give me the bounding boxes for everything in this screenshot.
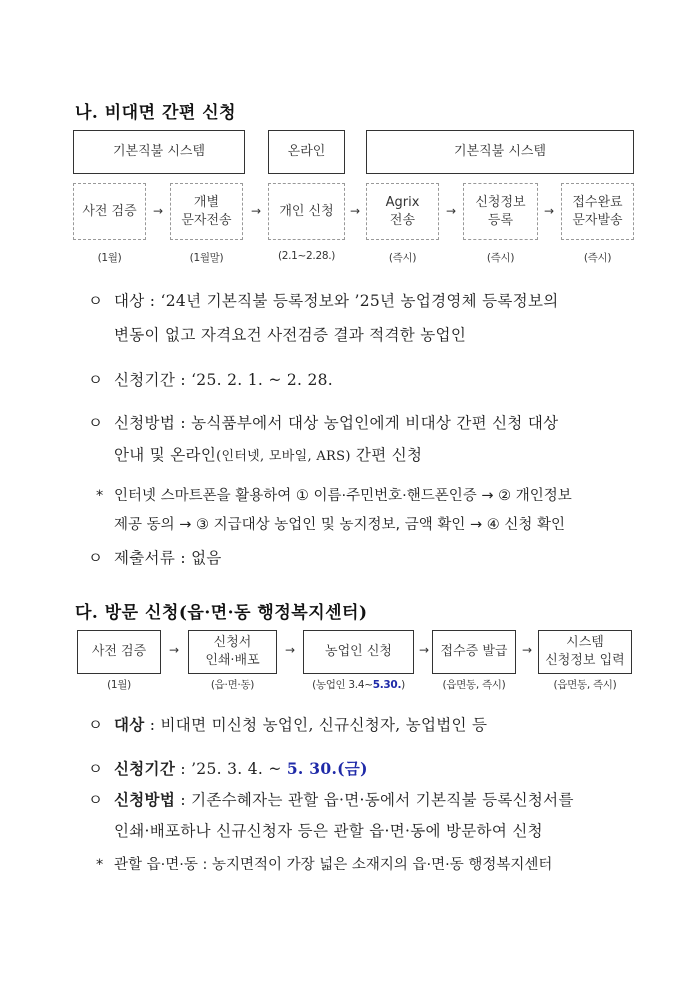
step-label: 개인 신청 xyxy=(279,203,334,219)
group-box-basic-payment-system-2 xyxy=(366,130,634,174)
step-label: 시스템 xyxy=(566,635,604,651)
footnote-da: * 관할 읍·면·동 : 농지면적이 가장 넓은 소재지의 읍·면·동 행정복지센터 xyxy=(96,857,553,873)
step-note: (즉시) xyxy=(388,252,417,264)
bullet-period: ㅇ 신청기간 : ‘25. 2. 1. ~ 2. 28. xyxy=(88,369,333,391)
group-label: 기본직불 시스템 xyxy=(112,144,206,160)
step-label: 신청정보 입력 xyxy=(545,653,625,668)
step-box-agrix-transfer xyxy=(366,183,439,240)
step-note: (즉시) xyxy=(583,252,612,264)
bullet-marker-icon: ㅇ xyxy=(88,760,104,778)
step-box-completion-sms xyxy=(561,183,634,240)
step-note: (2.1~2.28.) xyxy=(277,250,336,262)
visit-step-print-distribute xyxy=(188,630,277,674)
step-note: (읍면동, 즉시) xyxy=(442,679,506,691)
footnote-na-line2: 제공 동의 → ③ 지급대상 농업인 및 농지정보, 금액 확인 → ④ 신청 확인 xyxy=(114,517,565,533)
group-box-online xyxy=(268,130,345,174)
step-label: 신청서 xyxy=(213,635,252,651)
bullet-visit-period: ㅇ 신청기간 : ’25. 3. 4. ~ 5. 30.(금) xyxy=(88,758,368,780)
step-box-application-registration xyxy=(463,183,538,240)
step-label: 개별 xyxy=(193,194,220,210)
arrow-icon: → xyxy=(250,204,262,218)
step-note: (농업인 3.4~5.30.) xyxy=(312,679,405,691)
bullet-visit-method: ㅇ 신청방법 : 기존수혜자는 관할 읍·면·동에서 기본직불 등록신청서를 xyxy=(88,789,574,811)
visit-step-farmer-application xyxy=(303,630,414,674)
footnote-na-line1: * 인터넷 스마트폰을 활용하여 ① 이름·주민번호·핸드폰인증 → ② 개인정보 xyxy=(96,488,572,504)
step-box-pre-verification xyxy=(73,183,146,240)
bullet-method-continued: 안내 및 온라인(인터넷, 모바일, ARS) 간편 신청 xyxy=(114,446,423,464)
step-note: (1월) xyxy=(97,252,122,264)
bullet-visit-target: ㅇ 대상 : 비대면 미신청 농업인, 신규신청자, 농업법인 등 xyxy=(88,714,487,736)
bullet-marker-icon: ㅇ xyxy=(88,716,104,734)
step-label: 문자전송 xyxy=(181,212,232,228)
step-label: 접수증 발급 xyxy=(440,644,508,660)
step-box-personal-application xyxy=(268,183,345,240)
step-note: (1월말) xyxy=(189,252,224,264)
visit-step-receipt-issue xyxy=(432,630,516,674)
arrow-icon: → xyxy=(445,204,457,218)
arrow-icon: → xyxy=(152,204,164,218)
bullet-method: ㅇ 신청방법 : 농식품부에서 대상 농업인에게 비대상 간편 신청 대상 xyxy=(88,412,558,434)
step-label: 전송 xyxy=(389,212,416,228)
step-label: 사전 검증 xyxy=(82,203,137,219)
visit-step-pre-verification xyxy=(77,630,161,674)
step-label: 접수완료 xyxy=(572,194,623,210)
bullet-target: ㅇ 대상 : ‘24년 기본직불 등록정보와 ’25년 농업경영체 등록정보의 xyxy=(88,290,559,312)
bullet-target-continued: 변동이 없고 자격요건 사전검증 결과 적격한 농업인 xyxy=(114,326,467,344)
section-title-na: 나. 비대면 간편 신청 xyxy=(75,103,237,123)
step-label: 사전 검증 xyxy=(91,644,147,660)
step-note: (읍·면·동) xyxy=(210,679,255,691)
step-label: Agrix xyxy=(385,194,420,210)
arrow-icon: → xyxy=(349,204,361,218)
step-label: 농업인 신청 xyxy=(325,644,392,660)
visit-step-system-input xyxy=(538,630,632,674)
step-label: 인쇄·배포 xyxy=(205,653,260,668)
arrow-icon: → xyxy=(521,643,533,657)
bullet-documents: ㅇ 제출서류 : 없음 xyxy=(88,547,222,569)
arrow-icon: → xyxy=(418,643,430,657)
bullet-marker-icon: ㅇ xyxy=(88,791,104,809)
arrow-icon: → xyxy=(543,204,555,218)
section-title-da: 다. 방문 신청(읍·면·동 행정복지센터) xyxy=(75,603,368,623)
asterisk-icon: * xyxy=(96,857,104,873)
arrow-icon: → xyxy=(284,643,296,657)
step-note: (읍면동, 즉시) xyxy=(553,679,617,691)
group-label: 기본직불 시스템 xyxy=(453,144,547,160)
step-note: (즉시) xyxy=(486,252,515,264)
bullet-marker-icon: ㅇ xyxy=(88,549,104,567)
highlight-deadline: 5. 30.(금) xyxy=(286,759,368,778)
step-label: 신청정보 xyxy=(475,194,526,210)
arrow-icon: → xyxy=(168,643,180,657)
step-label: 문자발송 xyxy=(572,212,623,228)
step-box-individual-sms xyxy=(170,183,243,240)
step-note: (1월) xyxy=(107,679,131,691)
group-label: 온라인 xyxy=(287,144,326,160)
step-label: 등록 xyxy=(487,212,514,228)
bullet-marker-icon: ㅇ xyxy=(88,414,104,432)
highlight-date: 5.30. xyxy=(372,679,402,691)
group-box-basic-payment-system-1 xyxy=(73,130,245,174)
bullet-marker-icon: ㅇ xyxy=(88,371,104,389)
asterisk-icon: * xyxy=(96,488,104,504)
bullet-marker-icon: ㅇ xyxy=(88,292,104,310)
bullet-visit-method-continued: 인쇄·배포하나 신규신청자 등은 관할 읍·면·동에 방문하여 신청 xyxy=(114,822,543,840)
